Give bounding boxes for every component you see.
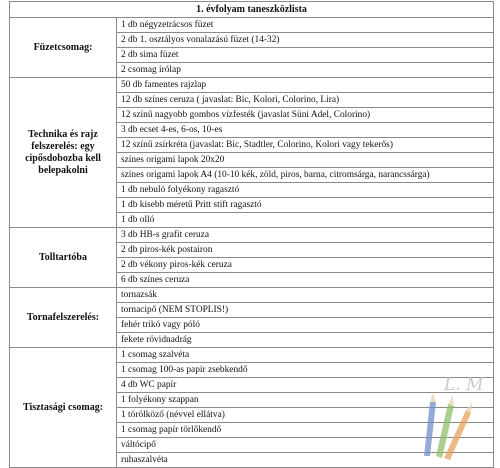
list-item: színes origami lapok 20x20	[117, 153, 494, 168]
list-item: fekete rövidnadrág	[117, 333, 494, 348]
list-item: 2 db 1. osztályos vonalazású füzet (14-32)	[117, 33, 494, 48]
list-item: fehér trikó vagy póló	[117, 318, 494, 333]
list-item: váltócipő	[117, 438, 494, 453]
list-item: 50 db famentes rajzlap	[117, 78, 494, 93]
title-row	[10, 2, 494, 18]
list-title: 1. évfolyam taneszközlista	[10, 2, 494, 18]
category-tisztasagi-csomag: Tisztasági csomag:	[10, 348, 117, 468]
list-item: 1 db olló	[117, 213, 494, 228]
list-item: 1 törölköző (névvel ellátva)	[117, 408, 494, 423]
list-item: 2 db piros-kék postairon	[117, 243, 494, 258]
list-item: 12 színű zsírkréta (javaslat: Bic, Stadtler, Colorino, Kolori vagy tekerős)	[117, 138, 494, 153]
list-row	[10, 228, 494, 243]
category-tornafelszereles: Tornafelszerelés:	[10, 288, 117, 348]
list-row	[10, 348, 494, 363]
list-item: 2 db sima füzet	[117, 48, 494, 63]
list-item: 3 db HB-s grafit ceruza	[117, 228, 494, 243]
list-item: tornacipő (NEM STOPLIS!)	[117, 303, 494, 318]
list-row	[10, 18, 494, 33]
list-item: 1 db kisebb méretű Pritt stift ragasztó	[117, 198, 494, 213]
list-item: 1 csomag 100-as papír zsebkendő	[117, 363, 494, 378]
list-item: 6 db színes ceruza	[117, 273, 494, 288]
list-item: 1 csomag papír törlőkendő	[117, 423, 494, 438]
category-tolltartoba: Tolltartóba	[10, 228, 117, 288]
list-item: 1 db nebuló folyékony ragasztó	[117, 183, 494, 198]
list-item: 1 csomag szalvéta	[117, 348, 494, 363]
list-item: 3 db ecset 4-es, 6-os, 10-es	[117, 123, 494, 138]
list-item: 1 folyékony szappan	[117, 393, 494, 408]
category-technika-es-rajz-felszer: Technika és rajz felszerelés: egy cipősdobozba kell belepakolni	[10, 78, 117, 228]
pencils-watermark-icon	[410, 370, 486, 460]
list-item: színes origami lapok A4 (10-10 kék, zöld, piros, barna, citromsárga, narancssárga)	[117, 168, 494, 183]
list-row	[10, 288, 494, 303]
list-item: 12 színű nagyobb gombos vízfesték (javaslat Süni Adel, Colorino)	[117, 108, 494, 123]
list-item: 12 db színes ceruza ( javaslat: Bic, Kolori, Colorino, Lira)	[117, 93, 494, 108]
list-item: 2 csomag írólap	[117, 63, 494, 78]
watermark-text: L. M	[444, 375, 484, 395]
list-item: 4 db WC papír	[117, 378, 494, 393]
list-item: 2 db vékony piros-kék ceruza	[117, 258, 494, 273]
list-item: 1 db négyzetrácsos füzet	[117, 18, 494, 33]
list-row	[10, 78, 494, 93]
list-item: tornazsák	[117, 288, 494, 303]
category-fuzetcsomag: Füzetcsomag:	[10, 18, 117, 78]
list-item: ruhaszalvéta	[117, 453, 494, 468]
